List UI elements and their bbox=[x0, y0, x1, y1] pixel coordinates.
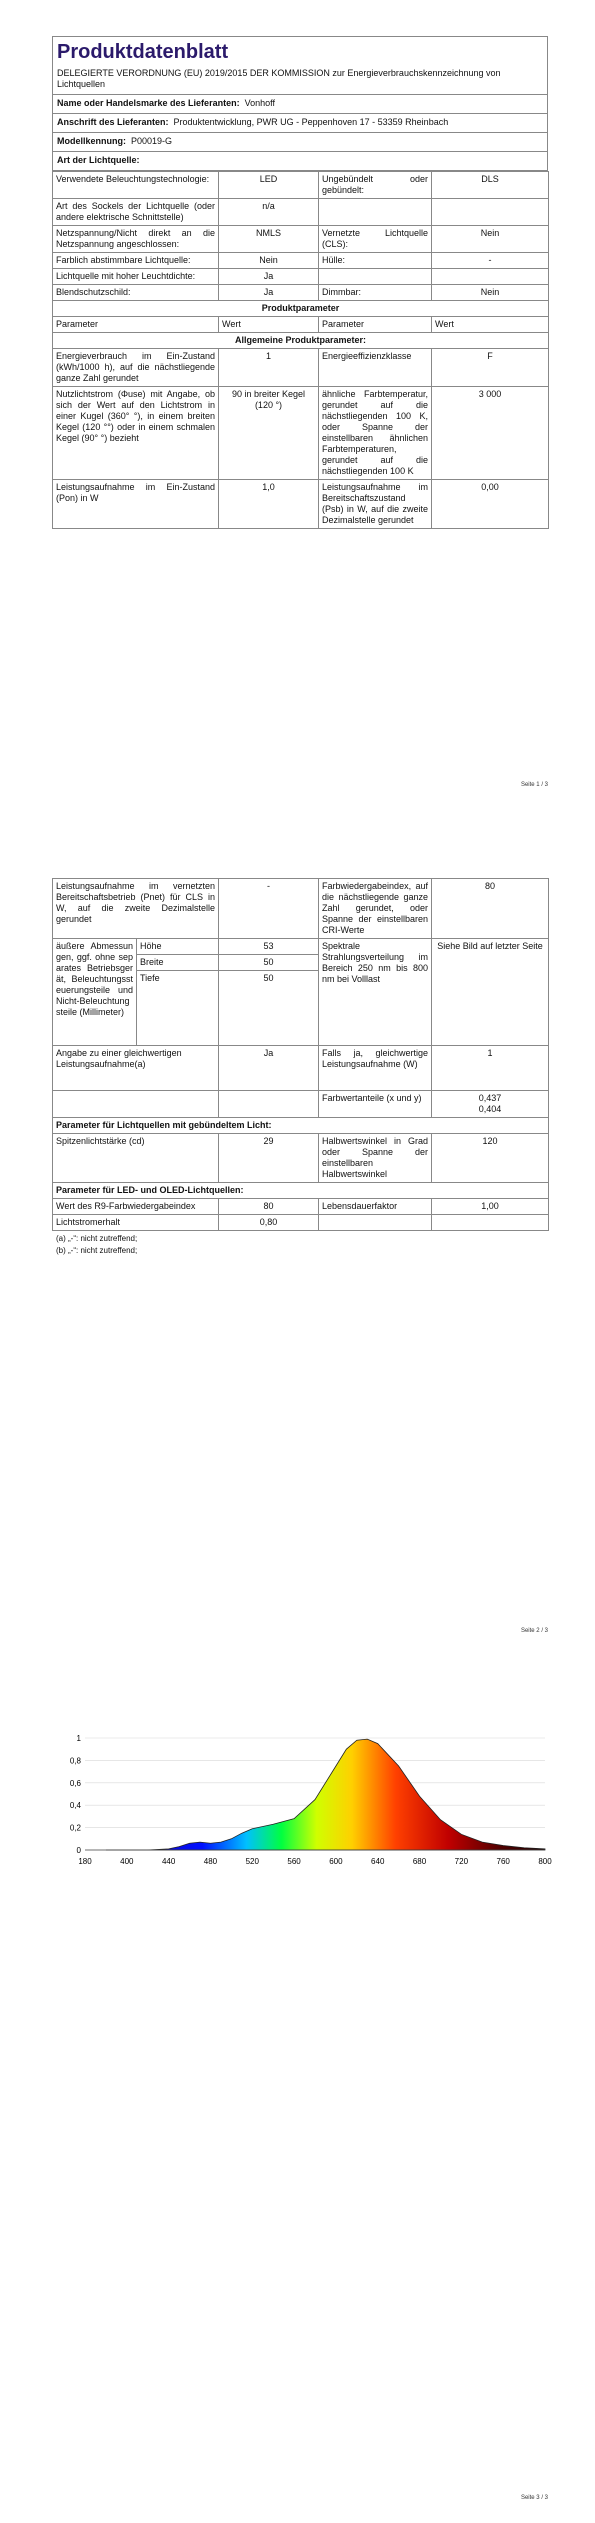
page-footer: Seite 2 / 3 bbox=[520, 1628, 548, 1634]
y-tick-label: 0,4 bbox=[69, 1801, 81, 1811]
table-cell: Nein bbox=[432, 226, 549, 253]
beam-label: Halbwertswinkel in Grad oder Spanne der einstellbaren Halbwertswinkel bbox=[319, 1134, 432, 1183]
table-cell: DLS bbox=[432, 172, 549, 199]
table-cell: 80 bbox=[432, 879, 549, 939]
table-cell: Farbwiedergabeindex, auf die nächstliegende ganze Zahl gerundet, oder Spanne der einstellbaren CRI-Werte bbox=[319, 879, 432, 939]
table-cell: 1,0 bbox=[219, 480, 319, 529]
directional-title: Parameter für Lichtquellen mit gebündeltem Licht: bbox=[53, 1118, 549, 1134]
table-cell: 0,00 bbox=[432, 480, 549, 529]
peak-value: 29 bbox=[219, 1134, 319, 1183]
param-header-row bbox=[53, 317, 549, 333]
x-tick-label: 180 bbox=[78, 1857, 92, 1866]
y-tick-label: 0,6 bbox=[69, 1778, 81, 1788]
table-cell: 90 in breiter Kegel (120 °) bbox=[219, 387, 319, 480]
table-cell bbox=[219, 1091, 319, 1118]
footnote-a: (a) „-“: nicht zutreffend; bbox=[56, 1234, 138, 1243]
table-cell: n/a bbox=[219, 199, 319, 226]
page-1 bbox=[0, 0, 595, 820]
chroma-value bbox=[432, 1091, 549, 1118]
r9-label: Wert des R9-Farbwiedergabeindex bbox=[53, 1199, 219, 1215]
table-cell bbox=[319, 1215, 432, 1231]
table-cell: 3 000 bbox=[432, 387, 549, 480]
x-tick-label: 480 bbox=[203, 1857, 218, 1866]
table-row bbox=[53, 1091, 549, 1118]
table-cell: Leistungsaufnahme im vernetzten Bereitschaftsbetrieb (Pnet) für CLS in W, auf die zweite Dezimalstelle gerundet bbox=[53, 879, 219, 939]
spectral-value: Siehe Bild auf letzter Seite bbox=[432, 939, 549, 1046]
page-3 bbox=[0, 1700, 595, 2523]
dim-label: Höhe bbox=[137, 939, 219, 955]
address-value: Produktentwicklung, PWR UG - Peppenhoven 17 - 53359 Rheinbach bbox=[173, 117, 449, 127]
table-cell: Nein bbox=[432, 285, 549, 301]
type-table bbox=[52, 171, 549, 529]
x-tick-label: 520 bbox=[245, 1857, 259, 1866]
x-tick-label: 600 bbox=[329, 1857, 343, 1866]
light-source-type-row bbox=[52, 152, 548, 171]
param-header: Parameter bbox=[319, 317, 432, 333]
datasheet-page-2 bbox=[52, 878, 548, 1257]
supplier-label: Name oder Handelsmarke des Lieferanten: bbox=[57, 98, 240, 108]
section-header-row bbox=[53, 1183, 549, 1199]
intro-text: DELEGIERTE VERORDNUNG (EU) 2019/2015 DER KOMMISSION zur Energieverbrauchskennzeichnung von Lichtquellen bbox=[52, 66, 548, 95]
supplier-value: Vonhoff bbox=[244, 98, 275, 108]
y-tick-label: 0,2 bbox=[69, 1823, 81, 1833]
equiv-label: Angabe zu einer gleichwertigen Leistungsaufnahme(a) bbox=[53, 1046, 219, 1091]
address-label: Anschrift des Lieferanten: bbox=[57, 117, 169, 127]
table-cell: Ja bbox=[219, 269, 319, 285]
table-row bbox=[53, 269, 549, 285]
spectrum-chart bbox=[55, 1730, 555, 1870]
x-tick-label: 440 bbox=[161, 1857, 176, 1866]
x-tick-label: 400 bbox=[120, 1857, 134, 1866]
table-cell: Energieverbrauch im Ein-Zustand (kWh/1000 h), auf die nächstliegende ganze Zahl gerundet bbox=[53, 349, 219, 387]
table-row bbox=[53, 939, 549, 955]
table-row bbox=[53, 226, 549, 253]
table-row bbox=[53, 387, 549, 480]
x-axis-ticks bbox=[78, 1857, 552, 1866]
table-row bbox=[53, 879, 549, 939]
table-cell bbox=[319, 199, 432, 226]
table-cell: Hülle: bbox=[319, 253, 432, 269]
table-cell: Ungebündelt oder gebündelt: bbox=[319, 172, 432, 199]
table-row bbox=[53, 1046, 549, 1091]
table-cell: ähnliche Farbtemperatur, gerundet auf die nächstliegenden 100 K, oder Spanne der einstellbaren ähnlichen Farbtemperaturen, gerundet auf die nächstliegenden 100 K bbox=[319, 387, 432, 480]
datasheet-page-1 bbox=[52, 36, 548, 529]
table-cell bbox=[432, 269, 549, 285]
y-tick-label: 1 bbox=[76, 1734, 81, 1743]
table-cell: Lichtquelle mit hoher Leuchtdichte: bbox=[53, 269, 219, 285]
dim-value: 53 bbox=[219, 939, 319, 955]
address-row bbox=[52, 114, 548, 133]
table-cell: 1 bbox=[219, 349, 319, 387]
x-tick-label: 680 bbox=[412, 1857, 427, 1866]
chroma-y: 0,404 bbox=[478, 1104, 502, 1114]
table-row bbox=[53, 1199, 549, 1215]
equiv-value: Ja bbox=[219, 1046, 319, 1091]
model-value: P00019-G bbox=[131, 136, 173, 146]
life-value: 1,00 bbox=[432, 1199, 549, 1215]
spectral-label: Spektrale Strahlungsverteilung im Bereich 250 nm bis 800 nm bei Volllast bbox=[319, 939, 432, 1046]
table-cell: Farblich abstimmbare Lichtquelle: bbox=[53, 253, 219, 269]
supplier-row bbox=[52, 95, 548, 114]
table-row bbox=[53, 199, 549, 226]
table-cell bbox=[432, 1215, 549, 1231]
x-tick-label: 800 bbox=[538, 1857, 552, 1866]
table-cell: F bbox=[432, 349, 549, 387]
table-row bbox=[53, 172, 549, 199]
section-header-row bbox=[53, 1118, 549, 1134]
table-row bbox=[53, 285, 549, 301]
x-tick-label: 760 bbox=[496, 1857, 510, 1866]
table-cell: NMLS bbox=[219, 226, 319, 253]
flux-label: Lichtstromerhalt bbox=[53, 1215, 219, 1231]
x-tick-label: 640 bbox=[371, 1857, 385, 1866]
model-row bbox=[52, 133, 548, 152]
section-header-row bbox=[53, 301, 549, 317]
y-axis-ticks bbox=[70, 1734, 82, 1855]
dim-label: Tiefe bbox=[137, 971, 219, 1046]
section-header-row bbox=[53, 333, 549, 349]
param-header: Wert bbox=[432, 317, 549, 333]
peak-label: Spitzenlichtstärke (cd) bbox=[53, 1134, 219, 1183]
param-header: Parameter bbox=[53, 317, 219, 333]
x-tick-label: 720 bbox=[454, 1857, 469, 1866]
footnotes bbox=[52, 1231, 548, 1257]
dim-label: Breite bbox=[137, 955, 219, 971]
led-title: Parameter für LED- und OLED-Lichtquellen: bbox=[53, 1183, 549, 1199]
table-cell: Vernetzte Lichtquelle (CLS): bbox=[319, 226, 432, 253]
table-row bbox=[53, 253, 549, 269]
params-table-2 bbox=[52, 878, 549, 1231]
r9-value: 80 bbox=[219, 1199, 319, 1215]
y-tick-label: 0,8 bbox=[69, 1756, 81, 1766]
table-row bbox=[53, 349, 549, 387]
table-cell: Art des Sockels der Lichtquelle (oder andere elektrische Schnittstelle) bbox=[53, 199, 219, 226]
model-label: Modellkennung: bbox=[57, 136, 126, 146]
footnote-b: (b) „-“: nicht zutreffend; bbox=[56, 1246, 138, 1255]
table-cell: Verwendete Beleuchtungstechnologie: bbox=[53, 172, 219, 199]
table-cell: Netzspannung/Nicht direkt an die Netzspannung angeschlossen: bbox=[53, 226, 219, 253]
page-footer: Seite 1 / 3 bbox=[520, 782, 548, 788]
table-cell: Leistungsaufnahme im Bereitschaftszustand (Psb) in W, auf die zweite Dezimalstelle gerundet bbox=[319, 480, 432, 529]
table-cell: - bbox=[219, 879, 319, 939]
ifyes-label: Falls ja, gleichwertige Leistungsaufnahme (W) bbox=[319, 1046, 432, 1091]
light-source-type-label: Art der Lichtquelle: bbox=[57, 155, 140, 165]
general-params-title: Allgemeine Produktparameter: bbox=[53, 333, 549, 349]
table-cell: Nein bbox=[219, 253, 319, 269]
beam-value: 120 bbox=[432, 1134, 549, 1183]
chroma-label: Farbwertanteile (x und y) bbox=[319, 1091, 432, 1118]
table-row bbox=[53, 1215, 549, 1231]
param-header: Wert bbox=[219, 317, 319, 333]
table-cell: Energieeffizienzklasse bbox=[319, 349, 432, 387]
table-cell bbox=[319, 269, 432, 285]
spectrum-area bbox=[106, 1739, 545, 1850]
table-cell: Nutzlichtstrom (Φuse) mit Angabe, ob sich der Wert auf den Lichtstrom in einer Kugel (360° °), in einem breiten Kegel (120 °°) oder in einem schmalen Kegel (90° °) bezieht bbox=[53, 387, 219, 480]
table-cell: Ja bbox=[219, 285, 319, 301]
x-tick-label: 560 bbox=[287, 1857, 301, 1866]
y-tick-label: 0 bbox=[76, 1846, 81, 1855]
life-label: Lebensdauerfaktor bbox=[319, 1199, 432, 1215]
ifyes-value: 1 bbox=[432, 1046, 549, 1091]
chroma-x: 0,437 bbox=[478, 1093, 502, 1103]
page-footer: Seite 3 / 3 bbox=[520, 2495, 548, 2501]
dimensions-label: äußere Abmessungen, ggf. ohne separates Betriebsgerät, Beleuchtungssteuerungsteile und Nicht-Beleuchtungsteile (Millimeter) bbox=[53, 939, 137, 1046]
table-row bbox=[53, 480, 549, 529]
product-params-title: Produktparameter bbox=[53, 301, 549, 317]
table-cell: Dimmbar: bbox=[319, 285, 432, 301]
page-2 bbox=[0, 860, 595, 1660]
page-title: Produktdatenblatt bbox=[52, 36, 548, 66]
flux-value: 0,80 bbox=[219, 1215, 319, 1231]
table-cell bbox=[432, 199, 549, 226]
table-cell: LED bbox=[219, 172, 319, 199]
dim-value: 50 bbox=[219, 971, 319, 1046]
table-cell: Leistungsaufnahme im Ein-Zustand (Pon) in W bbox=[53, 480, 219, 529]
table-cell: Blendschutzschild: bbox=[53, 285, 219, 301]
table-cell: - bbox=[432, 253, 549, 269]
dim-value: 50 bbox=[219, 955, 319, 971]
table-row bbox=[53, 1134, 549, 1183]
table-cell bbox=[53, 1091, 219, 1118]
